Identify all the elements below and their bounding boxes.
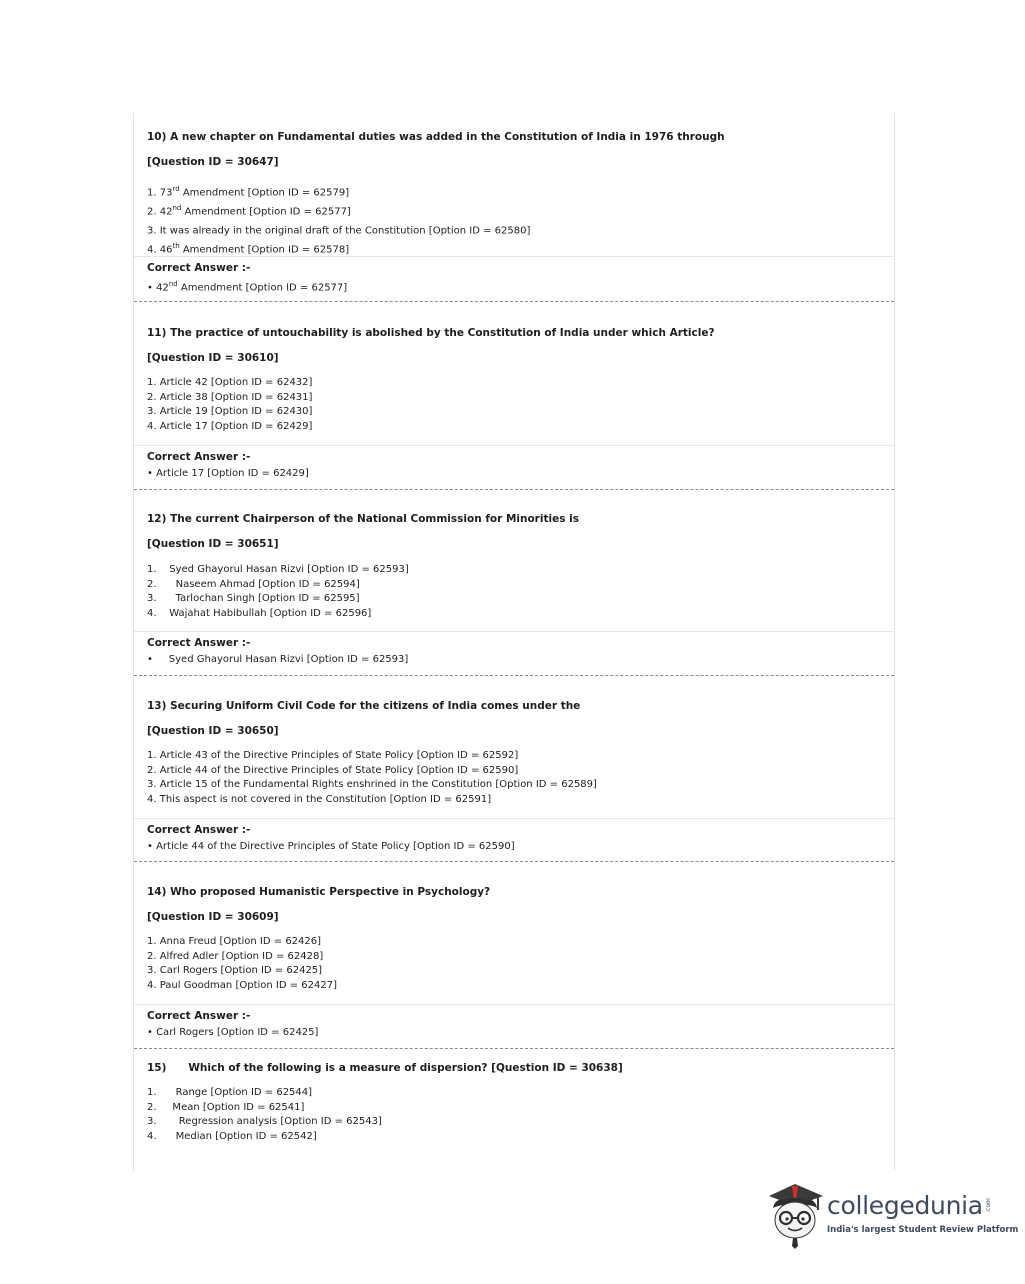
option-item: 1. Article 43 of the Directive Principles of State Policy [Option ID = 62592]: [147, 750, 519, 761]
question-divider: [134, 1048, 894, 1049]
options-list: [147, 749, 597, 807]
question-id: [Question ID = 30609]: [147, 911, 279, 923]
question-divider: [134, 301, 894, 302]
correct-answer: • Syed Ghayorul Hasan Rizvi [Option ID = 62593]: [147, 654, 409, 665]
options-list: [147, 182, 530, 258]
option-item: 3. Article 15 of the Fundamental Rights enshrined in the Constitution [Option ID = 62589]: [147, 779, 597, 791]
option-item: 4. 46th Amendment [Option ID = 62578]: [147, 241, 350, 256]
question-divider: [134, 861, 894, 862]
answer-separator: [134, 1004, 894, 1005]
option-item: 3. Article 19 [Option ID = 62430]: [147, 406, 313, 418]
question-title: 12) The current Chairperson of the National Commission for Minorities is: [147, 513, 579, 525]
correct-answer: • 42nd Amendment [Option ID = 62577]: [147, 280, 348, 294]
option-item: 1. Article 42 [Option ID = 62432]: [147, 377, 313, 388]
option-item: 2. 42nd Amendment [Option ID = 62577]: [147, 203, 351, 218]
option-item: 4. Article 17 [Option ID = 62429]: [147, 420, 313, 432]
correct-answer-label: Correct Answer :-: [147, 262, 251, 274]
logo-tagline: India's largest Student Review Platform: [827, 1225, 1019, 1235]
question-divider: [134, 489, 894, 490]
question-title: 10) A new chapter on Fundamental duties was added in the Constitution of India in 1976 through: [147, 131, 725, 143]
correct-answer: • Carl Rogers [Option ID = 62425]: [147, 1027, 319, 1038]
mascot-icon: [765, 1178, 827, 1250]
answer-separator: [134, 256, 894, 257]
option-item: 3. Carl Rogers [Option ID = 62425]: [147, 965, 323, 977]
option-item: 2. Article 44 of the Directive Principles of State Policy [Option ID = 62590]: [147, 764, 519, 776]
collegedunia-logo: [765, 1178, 1019, 1250]
question-title: 11) The practice of untouchability is abolished by the Constitution of India under which Article?: [147, 327, 715, 339]
option-item: 2. Mean [Option ID = 62541]: [147, 1101, 305, 1113]
correct-answer-label: Correct Answer :-: [147, 451, 251, 463]
option-item: 4. Wajahat Habibullah [Option ID = 62596]: [147, 607, 372, 619]
option-item: 4. Median [Option ID = 62542]: [147, 1130, 317, 1142]
correct-answer: • Article 44 of the Directive Principles of State Policy [Option ID = 62590]: [147, 841, 515, 852]
option-item: 3. Tarlochan Singh [Option ID = 62595]: [147, 593, 360, 605]
question-paper-frame: [133, 113, 895, 1170]
options-list: [147, 1086, 382, 1144]
option-item: 2. Naseem Ahmad [Option ID = 62594]: [147, 578, 360, 590]
option-item: 3. Regression analysis [Option ID = 62543]: [147, 1116, 382, 1128]
option-item: 1. Syed Ghayorul Hasan Rizvi [Option ID = 62593]: [147, 564, 409, 575]
question-title: 15) Which of the following is a measure of dispersion? [Question ID = 30638]: [147, 1062, 623, 1074]
question-id: [Question ID = 30651]: [147, 538, 279, 550]
option-item: 2. Alfred Adler [Option ID = 62428]: [147, 950, 324, 962]
question-id: [Question ID = 30650]: [147, 725, 279, 737]
correct-answer-label: Correct Answer :-: [147, 824, 251, 836]
question-id: [Question ID = 30610]: [147, 352, 279, 364]
options-list: [147, 376, 312, 434]
option-item: 1. 73rd Amendment [Option ID = 62579]: [147, 185, 350, 199]
correct-answer-label: Correct Answer :-: [147, 1010, 251, 1022]
question-title: 14) Who proposed Humanistic Perspective in Psychology?: [147, 886, 491, 898]
question-id: [Question ID = 30647]: [147, 156, 279, 168]
option-item: 1. Anna Freud [Option ID = 62426]: [147, 936, 322, 947]
question-title: 13) Securing Uniform Civil Code for the citizens of India comes under the: [147, 700, 581, 712]
correct-answer-label: Correct Answer :-: [147, 637, 251, 649]
correct-answer: • Article 17 [Option ID = 62429]: [147, 468, 309, 479]
logo-wordmark: collegedunia: [827, 1191, 983, 1220]
option-item: 1. Range [Option ID = 62544]: [147, 1087, 313, 1098]
option-item: 4. This aspect is not covered in the Constitution [Option ID = 62591]: [147, 793, 492, 805]
logo-domain: .com: [984, 1198, 992, 1213]
answer-separator: [134, 631, 894, 632]
option-item: 2. Article 38 [Option ID = 62431]: [147, 391, 313, 403]
option-item: 3. It was already in the original draft of the Constitution [Option ID = 62580]: [147, 225, 531, 237]
question-divider: [134, 675, 894, 676]
options-list: [147, 935, 337, 993]
options-list: [147, 563, 409, 621]
option-item: 4. Paul Goodman [Option ID = 62427]: [147, 979, 337, 991]
answer-separator: [134, 445, 894, 446]
answer-separator: [134, 818, 894, 819]
